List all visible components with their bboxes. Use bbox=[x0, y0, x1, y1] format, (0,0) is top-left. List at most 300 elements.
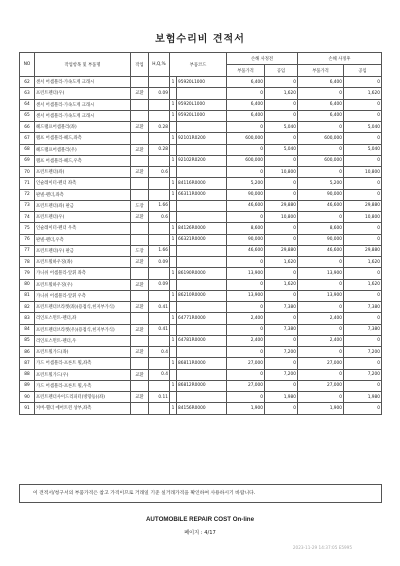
row-after-part-price: 0 bbox=[298, 167, 344, 178]
row-before-part-price: 46,600 bbox=[227, 245, 265, 256]
row-before-part-price: 600,000 bbox=[227, 133, 265, 144]
row-after-labor: 0 bbox=[344, 234, 382, 245]
row-no: 88 bbox=[20, 369, 35, 380]
row-item: 프런트휠가드(우) bbox=[35, 369, 131, 380]
row-part-code: 66311R0000 bbox=[177, 189, 227, 200]
row-work: 교환 bbox=[131, 167, 149, 178]
header-hq: H,Q,% bbox=[149, 53, 170, 77]
row-hq: 0.11 bbox=[149, 392, 170, 403]
row-before-part-price: 2,400 bbox=[227, 335, 265, 346]
header-before: 손해 사정전 bbox=[227, 53, 298, 65]
row-after-labor: 10,800 bbox=[344, 212, 382, 223]
row-after-part-price: 0 bbox=[298, 257, 344, 268]
row-after-labor: 5,040 bbox=[344, 122, 382, 133]
row-after-part-price: 0 bbox=[298, 122, 344, 133]
table-row bbox=[20, 200, 382, 211]
row-after-part-price: 0 bbox=[298, 212, 344, 223]
row-hq bbox=[149, 234, 170, 245]
row-part-code: 86812R0000 bbox=[177, 380, 227, 391]
row-no: 89 bbox=[20, 380, 35, 391]
row-item: 램프 어셈블리-헤드,우측 bbox=[35, 155, 131, 166]
row-work: 교환 bbox=[131, 279, 149, 290]
row-hq bbox=[149, 268, 170, 279]
row-before-part-price: 600,000 bbox=[227, 155, 265, 166]
row-item: 가드 어셈블리-프론트 휠,좌측 bbox=[35, 358, 131, 369]
row-before-labor: 0 bbox=[265, 268, 298, 279]
row-work bbox=[131, 110, 149, 121]
row-hq: 1.66 bbox=[149, 200, 170, 211]
document-title: 보험수리비 견적서 bbox=[155, 34, 245, 45]
row-item: 가니쉬 어셈블리-앞휘 우측 bbox=[35, 290, 131, 301]
row-before-labor: 5,040 bbox=[265, 144, 298, 155]
table-row bbox=[20, 245, 382, 256]
row-no: 63 bbox=[20, 88, 35, 99]
row-no: 74 bbox=[20, 212, 35, 223]
row-after-labor: 0 bbox=[344, 313, 382, 324]
row-after-part-price: 2,400 bbox=[298, 313, 344, 324]
row-hq: 0.41 bbox=[149, 302, 170, 313]
row-part-code bbox=[177, 347, 227, 358]
row-after-part-price: 13,900 bbox=[298, 290, 344, 301]
row-hq bbox=[149, 380, 170, 391]
row-work bbox=[131, 99, 149, 110]
row-after-labor: 0 bbox=[344, 268, 382, 279]
row-before-part-price: 0 bbox=[227, 167, 265, 178]
row-no: 68 bbox=[20, 144, 35, 155]
row-qty: 1 bbox=[170, 268, 177, 279]
row-qty bbox=[170, 392, 177, 403]
row-after-labor: 5,040 bbox=[344, 144, 382, 155]
row-item: 프런트펜더(우) 판금 bbox=[35, 245, 131, 256]
row-hq: 0.09 bbox=[149, 257, 170, 268]
row-work: 도장 bbox=[131, 245, 149, 256]
row-qty: 1 bbox=[170, 155, 177, 166]
table-row bbox=[20, 380, 382, 391]
row-item: 램프 어셈블리-헤드,좌측 bbox=[35, 133, 131, 144]
row-after-labor: 0 bbox=[344, 99, 382, 110]
row-hq bbox=[149, 99, 170, 110]
row-before-part-price: 0 bbox=[227, 212, 265, 223]
row-item: 프런트펜더(우) bbox=[35, 88, 131, 99]
row-no: 75 bbox=[20, 223, 35, 234]
row-hq bbox=[149, 189, 170, 200]
table-row bbox=[20, 234, 382, 245]
row-part-code bbox=[177, 144, 227, 155]
table-row bbox=[20, 358, 382, 369]
row-after-labor: 0 bbox=[344, 380, 382, 391]
row-before-part-price: 0 bbox=[227, 279, 265, 290]
row-item: 판넬-펜더,좌측 bbox=[35, 189, 131, 200]
row-hq: 0.09 bbox=[149, 279, 170, 290]
row-before-labor: 29,880 bbox=[265, 200, 298, 211]
row-qty bbox=[170, 245, 177, 256]
row-work bbox=[131, 380, 149, 391]
row-qty bbox=[170, 257, 177, 268]
row-no: 76 bbox=[20, 234, 35, 245]
row-before-labor: 0 bbox=[265, 234, 298, 245]
row-part-code: 95920L1000 bbox=[177, 99, 227, 110]
row-before-labor: 1,980 bbox=[265, 392, 298, 403]
row-hq: 0.6 bbox=[149, 167, 170, 178]
row-work bbox=[131, 268, 149, 279]
row-before-part-price: 0 bbox=[227, 302, 265, 313]
row-qty: 1 bbox=[170, 133, 177, 144]
table-row bbox=[20, 279, 382, 290]
row-item: 리인포스먼트-펜더,우 bbox=[35, 335, 131, 346]
row-before-labor: 29,880 bbox=[265, 245, 298, 256]
row-item: 센서 어셈블리-가속도계 크래시 bbox=[35, 77, 131, 88]
row-qty bbox=[170, 279, 177, 290]
row-work bbox=[131, 77, 149, 88]
table-row bbox=[20, 268, 382, 279]
row-before-labor: 0 bbox=[265, 223, 298, 234]
row-part-code bbox=[177, 302, 227, 313]
row-before-part-price: 6,400 bbox=[227, 77, 265, 88]
row-qty: 1 bbox=[170, 77, 177, 88]
price-note: 이 견적서/청구서의 부품가격은 참고 가격이므로 거래일 기준 실거래가격을 확인하여 사용하시기 바랍니다. bbox=[19, 484, 382, 503]
row-before-labor: 0 bbox=[265, 178, 298, 189]
row-work bbox=[131, 313, 149, 324]
row-after-labor: 0 bbox=[344, 290, 382, 301]
row-before-labor: 0 bbox=[265, 358, 298, 369]
row-no: 91 bbox=[20, 403, 35, 414]
table-row bbox=[20, 223, 382, 234]
row-hq bbox=[149, 290, 170, 301]
row-after-labor: 29,880 bbox=[344, 245, 382, 256]
row-before-labor: 0 bbox=[265, 99, 298, 110]
table-row bbox=[20, 290, 382, 301]
row-before-part-price: 1,900 bbox=[227, 403, 265, 414]
row-item: 프런트펜더브라켓(좌)(용접식,힌지부가식) bbox=[35, 302, 131, 313]
row-item: 프런트펜더(우) bbox=[35, 212, 131, 223]
row-after-labor: 7,200 bbox=[344, 369, 382, 380]
row-qty bbox=[170, 369, 177, 380]
row-work: 교환 bbox=[131, 392, 149, 403]
row-before-part-price: 90,000 bbox=[227, 234, 265, 245]
row-before-labor: 1,620 bbox=[265, 279, 298, 290]
header-no: NO bbox=[20, 53, 35, 77]
table-row bbox=[20, 392, 382, 403]
row-before-labor: 10,800 bbox=[265, 167, 298, 178]
page-number: 페이지 : 4/17 bbox=[184, 530, 216, 536]
row-no: 81 bbox=[20, 290, 35, 301]
row-qty: 1 bbox=[170, 403, 177, 414]
header-part-code: 부품코드 bbox=[170, 53, 227, 77]
table-row bbox=[20, 212, 382, 223]
table-row bbox=[20, 324, 382, 335]
row-before-labor: 0 bbox=[265, 313, 298, 324]
table-row bbox=[20, 155, 382, 166]
row-part-code bbox=[177, 212, 227, 223]
row-part-code: 84156R0000 bbox=[177, 403, 227, 414]
row-no: 79 bbox=[20, 268, 35, 279]
row-hq bbox=[149, 155, 170, 166]
row-item: 프런트펜더사이드리피터(방향등)(좌) bbox=[35, 392, 131, 403]
row-item: 프런트펜더브라켓(우)(용접식,힌지부가식) bbox=[35, 324, 131, 335]
table-row bbox=[20, 178, 382, 189]
row-no: 78 bbox=[20, 257, 35, 268]
row-qty bbox=[170, 200, 177, 211]
row-after-part-price: 0 bbox=[298, 88, 344, 99]
estimate-table bbox=[19, 52, 382, 415]
row-part-code: 64771R0000 bbox=[177, 313, 227, 324]
table-row bbox=[20, 133, 382, 144]
row-part-code bbox=[177, 200, 227, 211]
row-after-labor: 0 bbox=[344, 358, 382, 369]
row-work bbox=[131, 403, 149, 414]
table-row bbox=[20, 77, 382, 88]
row-qty bbox=[170, 167, 177, 178]
row-item: 가드 어셈블리-프론트 휠,우측 bbox=[35, 380, 131, 391]
row-before-part-price: 8,600 bbox=[227, 223, 265, 234]
row-part-code: 84126R0000 bbox=[177, 223, 227, 234]
row-after-labor: 0 bbox=[344, 133, 382, 144]
row-hq bbox=[149, 133, 170, 144]
row-work: 교환 bbox=[131, 324, 149, 335]
row-no: 80 bbox=[20, 279, 35, 290]
row-before-labor: 0 bbox=[265, 380, 298, 391]
row-qty bbox=[170, 88, 177, 99]
row-after-part-price: 46,600 bbox=[298, 245, 344, 256]
row-no: 70 bbox=[20, 167, 35, 178]
row-hq bbox=[149, 335, 170, 346]
row-after-labor: 0 bbox=[344, 77, 382, 88]
row-no: 73 bbox=[20, 200, 35, 211]
row-part-code bbox=[177, 279, 227, 290]
row-after-part-price: 0 bbox=[298, 347, 344, 358]
row-item: 인슐레이터-펜더 좌측 bbox=[35, 178, 131, 189]
row-hq bbox=[149, 178, 170, 189]
row-after-part-price: 0 bbox=[298, 392, 344, 403]
row-hq bbox=[149, 358, 170, 369]
row-work: 도장 bbox=[131, 200, 149, 211]
row-item: 리인포스먼트-펜더,좌 bbox=[35, 313, 131, 324]
row-part-code: 95920L1000 bbox=[177, 110, 227, 121]
row-part-code: 84116R0000 bbox=[177, 178, 227, 189]
row-qty: 1 bbox=[170, 110, 177, 121]
row-before-labor: 1,620 bbox=[265, 88, 298, 99]
row-qty: 1 bbox=[170, 99, 177, 110]
row-work bbox=[131, 290, 149, 301]
row-no: 67 bbox=[20, 133, 35, 144]
row-after-labor: 0 bbox=[344, 178, 382, 189]
row-after-part-price: 27,000 bbox=[298, 380, 344, 391]
row-work: 교환 bbox=[131, 257, 149, 268]
row-before-part-price: 0 bbox=[227, 257, 265, 268]
row-qty: 1 bbox=[170, 178, 177, 189]
header-before-labor: 공임 bbox=[265, 65, 298, 77]
row-before-labor: 0 bbox=[265, 290, 298, 301]
table-row bbox=[20, 347, 382, 358]
row-item: 커버-휀더 에어트윈 상부,좌측 bbox=[35, 403, 131, 414]
row-before-part-price: 0 bbox=[227, 144, 265, 155]
header-after: 손해 사정후 bbox=[298, 53, 382, 65]
row-work: 교환 bbox=[131, 347, 149, 358]
row-after-part-price: 0 bbox=[298, 369, 344, 380]
row-after-part-price: 0 bbox=[298, 279, 344, 290]
table-row bbox=[20, 189, 382, 200]
row-before-labor: 5,040 bbox=[265, 122, 298, 133]
row-after-part-price: 600,000 bbox=[298, 155, 344, 166]
row-part-code: 86190R0000 bbox=[177, 268, 227, 279]
row-before-labor: 1,620 bbox=[265, 257, 298, 268]
row-work bbox=[131, 358, 149, 369]
row-part-code: 64781R0000 bbox=[177, 335, 227, 346]
row-part-code: 92102R0200 bbox=[177, 155, 227, 166]
row-qty bbox=[170, 347, 177, 358]
row-after-part-price: 6,400 bbox=[298, 110, 344, 121]
row-work: 교환 bbox=[131, 302, 149, 313]
row-before-part-price: 27,000 bbox=[227, 358, 265, 369]
row-before-labor: 0 bbox=[265, 77, 298, 88]
row-work bbox=[131, 234, 149, 245]
row-hq: 0.6 bbox=[149, 212, 170, 223]
row-before-part-price: 27,000 bbox=[227, 380, 265, 391]
row-after-labor: 29,880 bbox=[344, 200, 382, 211]
row-before-part-price: 0 bbox=[227, 122, 265, 133]
row-item: 프런트휠하우징(우) bbox=[35, 279, 131, 290]
row-after-labor: 0 bbox=[344, 155, 382, 166]
row-after-part-price: 27,000 bbox=[298, 358, 344, 369]
row-work: 교환 bbox=[131, 144, 149, 155]
row-part-code: 95920L1000 bbox=[177, 77, 227, 88]
row-after-labor: 0 bbox=[344, 189, 382, 200]
row-before-part-price: 0 bbox=[227, 324, 265, 335]
row-after-part-price: 90,000 bbox=[298, 189, 344, 200]
row-before-labor: 7,380 bbox=[265, 324, 298, 335]
header-after-part-price: 부품가격 bbox=[298, 65, 344, 77]
row-after-part-price: 46,600 bbox=[298, 200, 344, 211]
row-hq: 0.41 bbox=[149, 324, 170, 335]
row-after-labor: 0 bbox=[344, 223, 382, 234]
row-after-part-price: 0 bbox=[298, 302, 344, 313]
row-after-labor: 7,380 bbox=[344, 324, 382, 335]
row-part-code: 66321R0000 bbox=[177, 234, 227, 245]
row-qty bbox=[170, 302, 177, 313]
row-no: 62 bbox=[20, 77, 35, 88]
row-before-part-price: 46,600 bbox=[227, 200, 265, 211]
row-hq: 1.66 bbox=[149, 245, 170, 256]
row-work: 교환 bbox=[131, 122, 149, 133]
row-hq: 0.4 bbox=[149, 369, 170, 380]
table-header bbox=[20, 53, 382, 77]
row-part-code bbox=[177, 369, 227, 380]
row-after-labor: 7,380 bbox=[344, 302, 382, 313]
row-item: 헤드램프어셈블리(좌) bbox=[35, 122, 131, 133]
row-qty bbox=[170, 324, 177, 335]
row-no: 86 bbox=[20, 347, 35, 358]
row-work bbox=[131, 335, 149, 346]
row-work bbox=[131, 155, 149, 166]
table-row bbox=[20, 167, 382, 178]
table-row bbox=[20, 122, 382, 133]
header-before-part-price: 부품가격 bbox=[227, 65, 265, 77]
header-item: 작업항목 및 부품명 bbox=[35, 53, 131, 77]
row-after-part-price: 6,400 bbox=[298, 99, 344, 110]
row-after-part-price: 1,900 bbox=[298, 403, 344, 414]
row-after-part-price: 0 bbox=[298, 324, 344, 335]
row-before-labor: 0 bbox=[265, 403, 298, 414]
row-qty: 1 bbox=[170, 358, 177, 369]
row-part-code bbox=[177, 88, 227, 99]
table-row bbox=[20, 335, 382, 346]
table-row bbox=[20, 302, 382, 313]
row-work: 교환 bbox=[131, 369, 149, 380]
row-before-labor: 7,380 bbox=[265, 302, 298, 313]
table-row bbox=[20, 88, 382, 99]
row-before-labor: 10,800 bbox=[265, 212, 298, 223]
row-after-labor: 0 bbox=[344, 110, 382, 121]
row-after-labor: 1,620 bbox=[344, 88, 382, 99]
row-hq bbox=[149, 223, 170, 234]
table-row bbox=[20, 369, 382, 380]
header-after-labor: 공임 bbox=[344, 65, 382, 77]
row-qty: 1 bbox=[170, 223, 177, 234]
row-part-code bbox=[177, 167, 227, 178]
row-qty bbox=[170, 122, 177, 133]
row-hq bbox=[149, 313, 170, 324]
row-before-part-price: 0 bbox=[227, 369, 265, 380]
row-item: 헤드램프어셈블리(우) bbox=[35, 144, 131, 155]
row-work bbox=[131, 189, 149, 200]
row-after-part-price: 13,900 bbox=[298, 268, 344, 279]
row-no: 72 bbox=[20, 189, 35, 200]
row-no: 64 bbox=[20, 99, 35, 110]
row-part-code: 86811R0000 bbox=[177, 358, 227, 369]
row-item: 가니쉬 어셈블리-앞휘 좌측 bbox=[35, 268, 131, 279]
row-before-labor: 0 bbox=[265, 155, 298, 166]
row-hq: 0.09 bbox=[149, 88, 170, 99]
table-row bbox=[20, 257, 382, 268]
row-work bbox=[131, 178, 149, 189]
row-part-code bbox=[177, 324, 227, 335]
row-part-code: 92101R0200 bbox=[177, 133, 227, 144]
timestamp-stamp: 2023-11-29 14:37:05 E5995 bbox=[292, 545, 352, 550]
row-no: 90 bbox=[20, 392, 35, 403]
row-item: 프런트휠가드(좌) bbox=[35, 347, 131, 358]
row-qty: 1 bbox=[170, 313, 177, 324]
table-row bbox=[20, 403, 382, 414]
row-item: 프런트펜더(좌) 판금 bbox=[35, 200, 131, 211]
row-item: 프런트휠하우징(좌) bbox=[35, 257, 131, 268]
row-before-part-price: 0 bbox=[227, 392, 265, 403]
row-no: 66 bbox=[20, 122, 35, 133]
row-no: 69 bbox=[20, 155, 35, 166]
table-row bbox=[20, 313, 382, 324]
row-hq bbox=[149, 403, 170, 414]
table-row bbox=[20, 99, 382, 110]
row-qty: 1 bbox=[170, 290, 177, 301]
row-before-part-price: 2,400 bbox=[227, 313, 265, 324]
row-after-part-price: 90,000 bbox=[298, 234, 344, 245]
row-no: 77 bbox=[20, 245, 35, 256]
row-part-code: 86210R0000 bbox=[177, 290, 227, 301]
row-after-labor: 1,620 bbox=[344, 257, 382, 268]
row-after-part-price: 2,400 bbox=[298, 335, 344, 346]
row-item: 센서 어셈블리-가속도계 크래시 bbox=[35, 99, 131, 110]
row-before-part-price: 6,400 bbox=[227, 99, 265, 110]
row-qty: 1 bbox=[170, 380, 177, 391]
row-before-labor: 7,200 bbox=[265, 347, 298, 358]
row-no: 84 bbox=[20, 324, 35, 335]
footer-title: AUTOMOBILE REPAIR COST On-line bbox=[145, 516, 255, 523]
row-no: 87 bbox=[20, 358, 35, 369]
row-item: 센서 어셈블리-가속도계 크래시 bbox=[35, 110, 131, 121]
row-part-code bbox=[177, 245, 227, 256]
row-part-code bbox=[177, 257, 227, 268]
row-item: 판넬-펜더,우측 bbox=[35, 234, 131, 245]
row-no: 83 bbox=[20, 313, 35, 324]
